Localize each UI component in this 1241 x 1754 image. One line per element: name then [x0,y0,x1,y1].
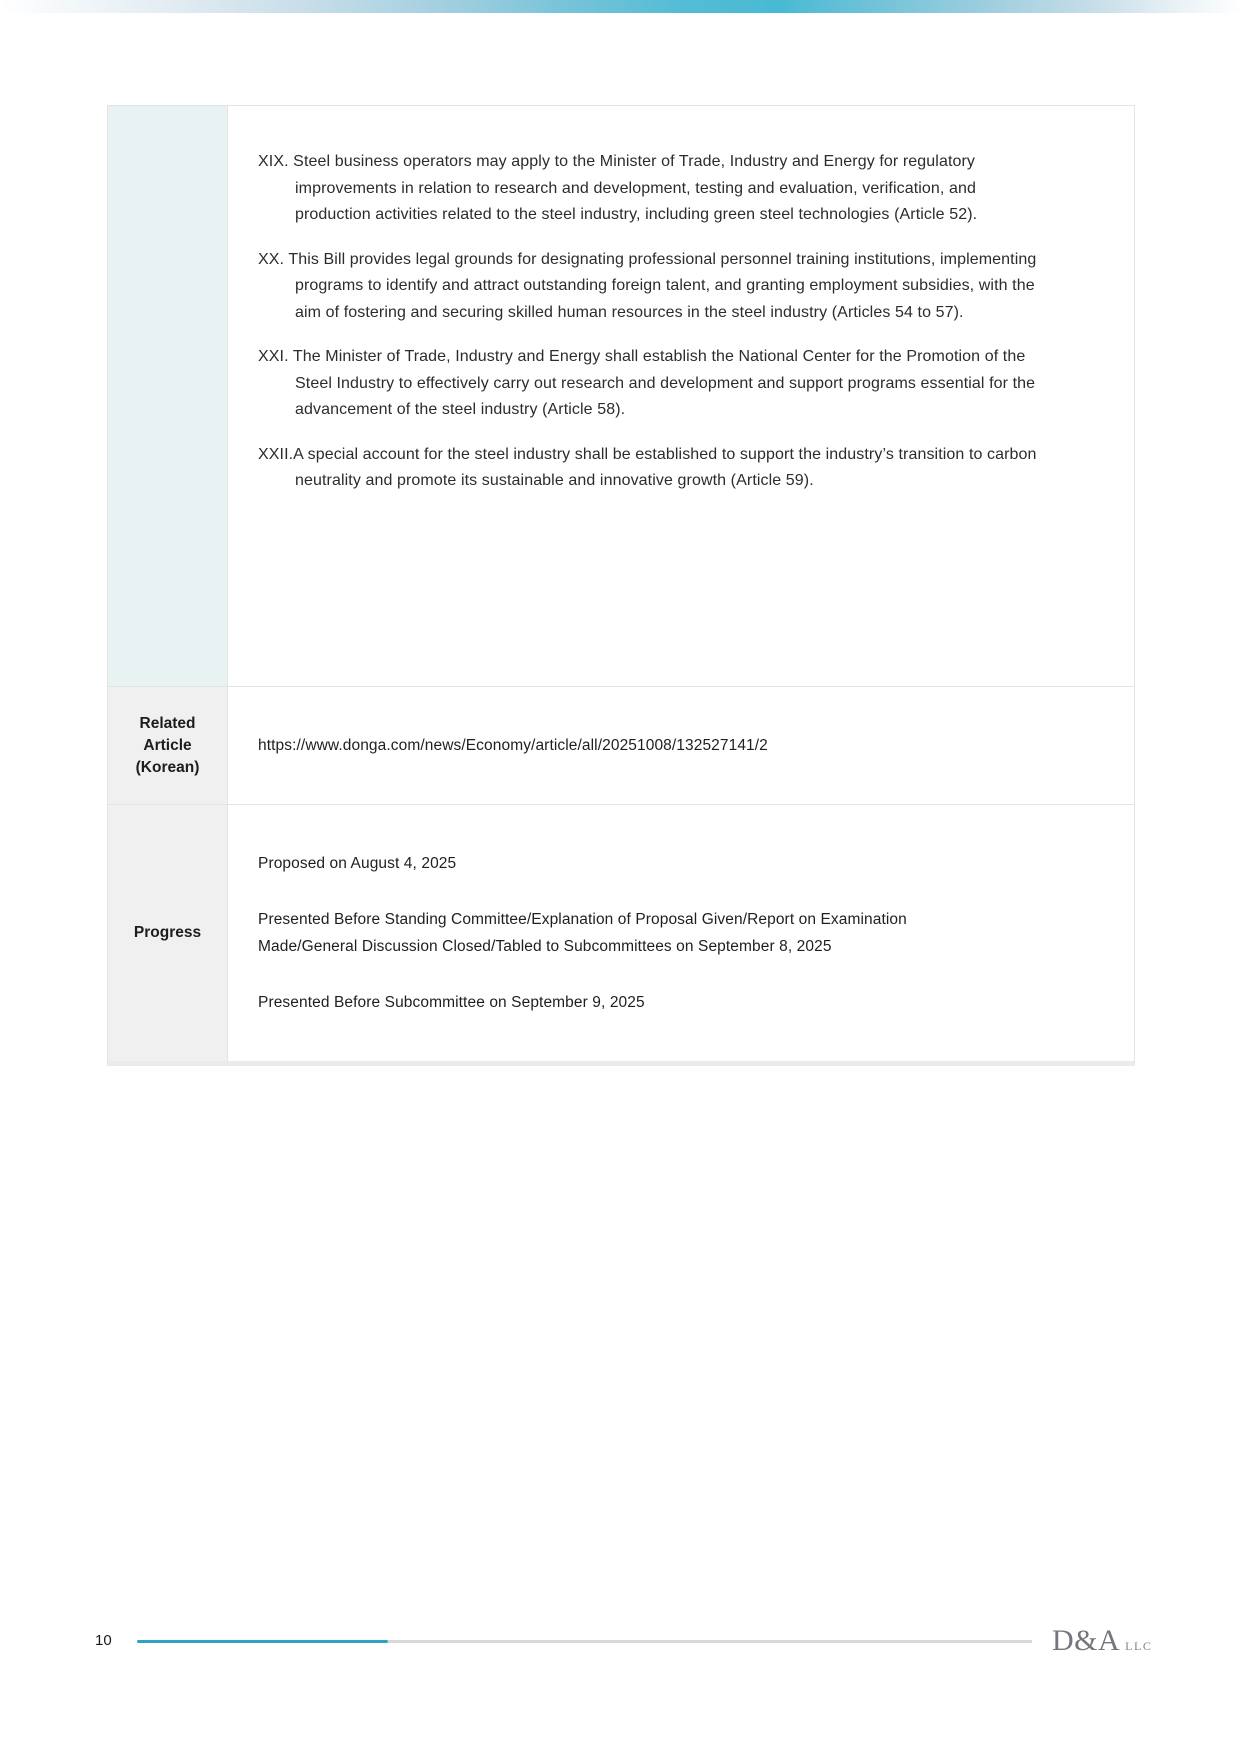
summary-item-xx: XX. This Bill provides legal grounds for designating professional personnel training institutions, implementing programs to identify and attract outstanding foreign talent, and granting employment subsidies, with the aim of fostering and securing skilled human resources in the steel industry (Articles 54 to 57). [258,250,1037,321]
progress-entry-subcommittee: Presented Before Subcommittee on September 9, 2025 [258,994,645,1011]
company-logo [1052,1624,1152,1658]
related-article-url[interactable]: https://www.donga.com/news/Economy/article/all/20251008/132527141/2 [258,736,768,754]
summary-item-xxii: XXII.A special account for the steel industry shall be established to support the industry’s transition to carbon neutrality and promote its sustainable and innovative growth (Article 59). [258,445,1037,489]
summary-item-xxi: XXI. The Minister of Trade, Industry and Energy shall establish the National Center for the Promotion of the Steel Industry to effectively carry out research and development and support programs essential for the advancement of the steel industry (Article 58). [258,348,1036,418]
progress-label: Progress [108,805,228,1061]
page-number: 10 [95,1632,112,1649]
company-logo-suffix: LLC [1125,1639,1153,1653]
summary-row [108,106,1134,686]
bill-summary-table [107,105,1135,1066]
related-article-label-line: Related [139,714,196,732]
related-article-label-line: Article [143,736,192,754]
summary-content-cell [228,106,1134,686]
related-article-label-line: (Korean) [135,758,200,776]
footer-rule-gray-segment [388,1640,1032,1643]
progress-content-cell [228,805,1134,1061]
top-accent-bar [0,0,1241,13]
footer-rule-teal-segment [137,1640,388,1644]
footer-rule [137,1639,1032,1644]
related-article-row [108,686,1134,804]
related-article-content-cell [228,687,1134,804]
summary-label-cell [108,106,228,686]
related-article-label [108,687,228,804]
company-logo-text: D&A [1052,1624,1121,1657]
progress-entry-committee: Presented Before Standing Committee/Explanation of Proposal Given/Report on Examination Made/General Discussion Closed/Tabled to Subcommittees on September 8, 2025 [258,911,907,955]
progress-entry-proposed: Proposed on August 4, 2025 [258,855,457,872]
progress-row [108,804,1134,1061]
summary-item-xix: XIX. Steel business operators may apply to the Minister of Trade, Industry and Energy for regulatory improvements in relation to research and development, testing and evaluation, verification, and production activities related to the steel industry, including green steel technologies (Article 52). [258,153,978,223]
